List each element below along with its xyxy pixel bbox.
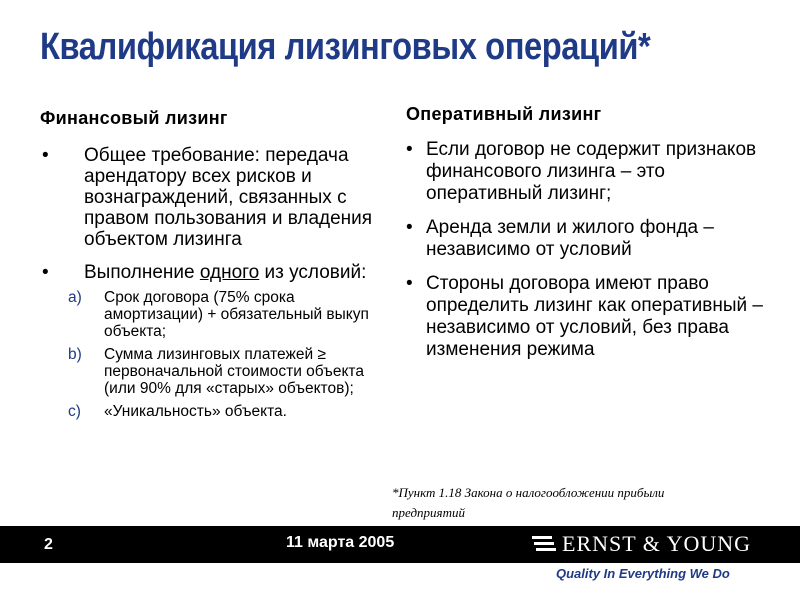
logo-text: ERNST & YOUNG [562,531,752,556]
bullet-icon: • [406,217,413,238]
bullet-text: Аренда земли и жилого фонда – независимо от условий [426,217,714,260]
financial-leasing-heading: Финансовый лизинг [40,108,228,128]
footer-bar [0,526,800,563]
bullet-text: Общее требование: передача арендатору всех рисков и вознаграждений, связанных с правом пользования и владения объектом лизинга [84,145,373,250]
bullet-text: Стороны договора имеют право определить лизинг как оперативный – независимо от условий, без права изменения режима [426,273,763,360]
condition-item [68,289,392,340]
underlined-word: одного [199,262,260,283]
conditions-list [68,289,392,420]
bullet-text: Если договор не содержит признаков финансового лизинга – это оперативный лизинг; [426,139,757,204]
list-item [40,262,392,420]
footnote: *Пункт 1.18 Закона о налогообложении прибыли предприятий [392,485,665,520]
bullet-icon: • [406,139,413,160]
page-number: 2 [44,536,53,553]
condition-marker: c) [68,403,81,420]
bullet-text [84,262,366,283]
list-item [40,145,392,250]
ernst-young-logo [532,530,751,558]
bullet-icon: • [42,262,49,283]
bullet-text-part: из условий: [259,262,367,283]
bullet-icon: • [406,273,413,294]
footer-date: 11 марта 2005 [286,534,395,551]
bullet-icon: • [42,145,49,166]
financial-leasing-list [40,145,392,420]
condition-item [68,403,392,420]
operating-leasing-list [406,139,778,361]
condition-text: Сумма лизинговых платежей ≥ первоначальной стоимости объекта (или 90% для «старых» объектов); [104,346,364,397]
operating-leasing-heading: Оперативный лизинг [406,104,602,124]
financial-leasing-column [40,108,392,432]
condition-marker: b) [68,346,82,363]
logo-mark-icon [532,534,556,554]
bullet-text-part: Выполнение [84,262,200,283]
tagline: Quality In Everything We Do [556,566,730,581]
condition-text: Срок договора (75% срока амортизации) + обязательный выкуп объекта; [104,289,369,340]
condition-item [68,346,392,397]
condition-text: «Уникальность» объекта. [104,403,287,420]
operating-leasing-column [406,104,778,373]
list-item [406,273,778,361]
condition-marker: a) [68,289,82,306]
list-item [406,139,778,205]
list-item [406,217,778,261]
slide-title: Квалификация лизинговых операций* [40,26,651,68]
